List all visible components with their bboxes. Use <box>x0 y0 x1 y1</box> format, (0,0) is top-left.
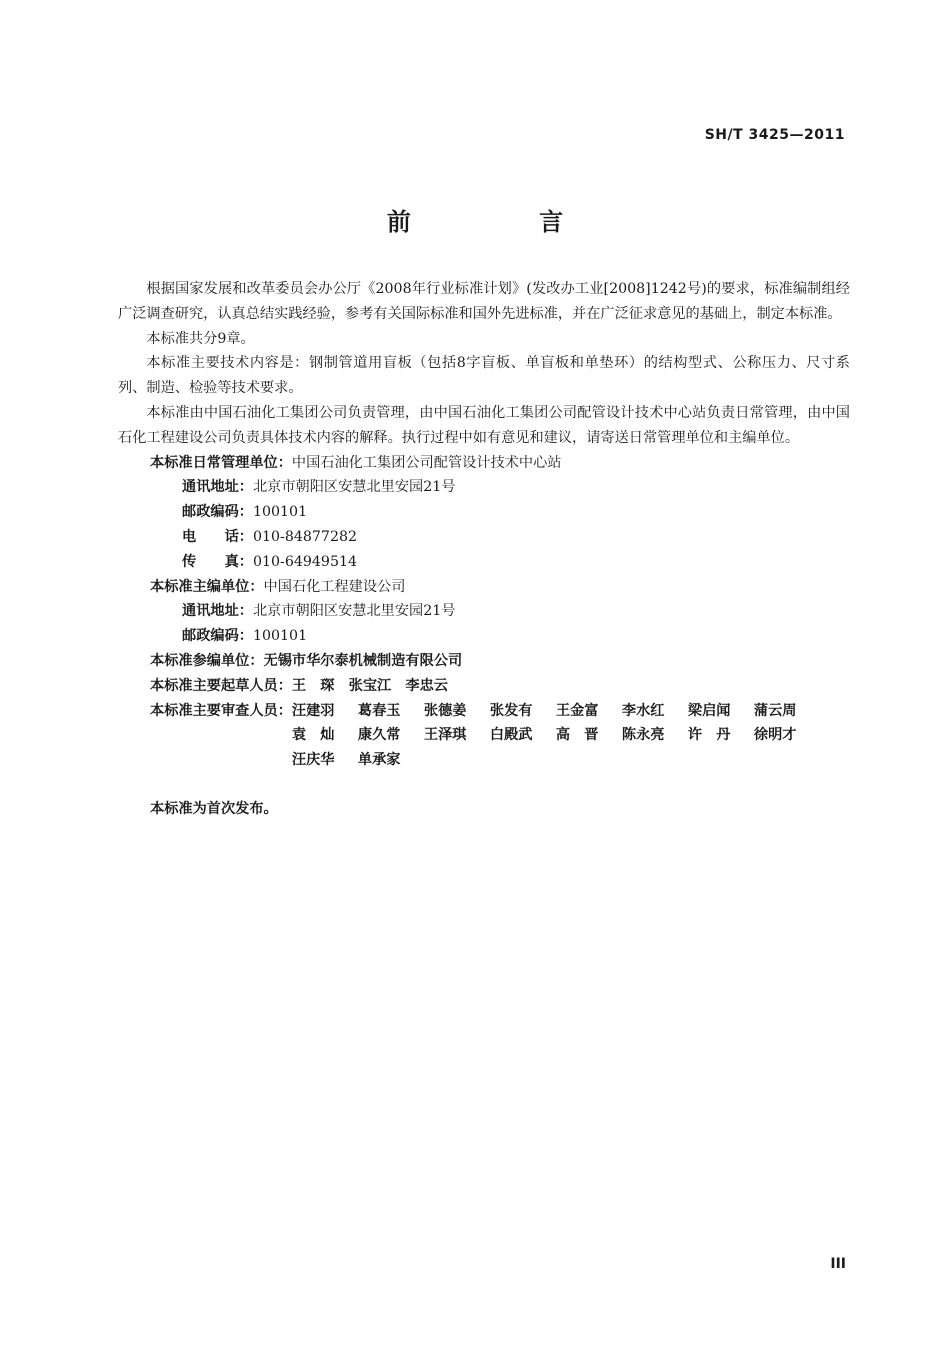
reviewer-name: 许 丹 <box>687 727 731 744</box>
management-unit-value: 中国石油化工集团公司配管设计技术中心站 <box>291 454 562 471</box>
reviewer-name: 张德姜 <box>423 702 467 719</box>
drafters <box>118 674 850 699</box>
paragraph-chapters: 本标准共分9章。 <box>146 330 255 347</box>
page-title: 前 言 <box>386 208 624 236</box>
editor-unit-value: 中国石化工程建设公司 <box>263 578 406 595</box>
reviewer-name: 王泽琪 <box>423 727 467 744</box>
editor-postcode-label: 邮政编码： <box>182 628 253 645</box>
drafters-label: 本标准主要起草人员： <box>150 677 292 694</box>
foreword-body <box>118 277 850 822</box>
reviewer-name: 葛春玉 <box>357 702 401 719</box>
participant-unit-label: 本标准参编单位： <box>150 652 264 669</box>
reviewer-name: 康久常 <box>357 727 401 744</box>
management-fax-value: 010-64949514 <box>252 553 358 570</box>
reviewer-name: 李水红 <box>621 702 665 719</box>
standard-code: SH/T 3425—2011 <box>704 127 845 143</box>
management-address-value: 北京市朝阳区安慧北里安园21号 <box>252 479 456 496</box>
reviewer-name: 高 晋 <box>555 727 599 744</box>
editor-unit <box>118 575 850 600</box>
management-fax <box>118 550 850 575</box>
reviewer-name: 汪庆华 <box>291 752 335 769</box>
editor-postcode <box>118 624 850 649</box>
management-phone <box>118 525 850 550</box>
reviewers <box>118 699 850 773</box>
page-number: III <box>830 1256 846 1272</box>
paragraph-content: 本标准主要技术内容是：钢制管道用盲板（包括8字盲板、单盲板和单垫环）的结构型式、公称压力、尺寸系列、制造、检验等技术要求。 <box>118 355 850 397</box>
reviewer-name: 白殿武 <box>489 727 533 744</box>
management-phone-label: 电 话： <box>182 528 253 545</box>
management-fax-label: 传 真： <box>182 553 253 570</box>
management-postcode-label: 邮政编码： <box>182 504 253 521</box>
reviewer-name: 袁 灿 <box>291 727 335 744</box>
reviewer-name: 蒲云周 <box>753 702 797 719</box>
paragraph-basis: 根据国家发展和改革委员会办公厅《2008年行业标准计划》(发改办工业[2008]1242号)的要求，标准编制组经广泛调查研究，认真总结实践经验，参考有关国际标准和国外先进标准，并在广泛征求意见的基础上，制定本标准。 <box>118 281 850 322</box>
editor-address <box>118 599 850 624</box>
editor-unit-label: 本标准主编单位： <box>150 578 264 595</box>
paragraph-management: 本标准由中国石油化工集团公司负责管理，由中国石油化工集团公司配管设计技术中心站负责日常管理，由中国石化工程建设公司负责具体技术内容的解释。执行过程中如有意见和建议，请寄送日常管理单位和主编单位。 <box>118 404 850 446</box>
reviewer-name: 单承家 <box>357 752 401 769</box>
management-postcode-value: 100101 <box>252 504 308 521</box>
closing-statement: 本标准为首次发布。 <box>150 800 278 817</box>
management-address-label: 通讯地址： <box>182 479 253 496</box>
reviewer-name: 王金富 <box>555 702 599 719</box>
drafters-value: 王 琛 张宝江 李忠云 <box>291 677 448 694</box>
reviewer-name: 张发有 <box>489 702 533 719</box>
management-postcode <box>118 500 850 525</box>
reviewer-name: 汪建羽 <box>291 702 335 719</box>
reviewer-name: 陈永亮 <box>621 727 665 744</box>
editor-address-value: 北京市朝阳区安慧北里安园21号 <box>252 603 456 620</box>
reviewer-name: 梁启闻 <box>687 702 731 719</box>
editor-postcode-value: 100101 <box>252 628 308 645</box>
management-address <box>118 475 850 500</box>
management-unit-label: 本标准日常管理单位： <box>150 454 292 471</box>
reviewers-label: 本标准主要审查人员： <box>150 702 292 719</box>
editor-address-label: 通讯地址： <box>182 603 253 620</box>
reviewer-name: 徐明才 <box>753 727 797 744</box>
participant-unit <box>118 649 850 674</box>
reviewer-names <box>292 699 822 773</box>
management-phone-value: 010-84877282 <box>252 528 358 545</box>
management-unit <box>118 451 850 476</box>
participant-unit-value: 无锡市华尔泰机械制造有限公司 <box>263 652 463 669</box>
